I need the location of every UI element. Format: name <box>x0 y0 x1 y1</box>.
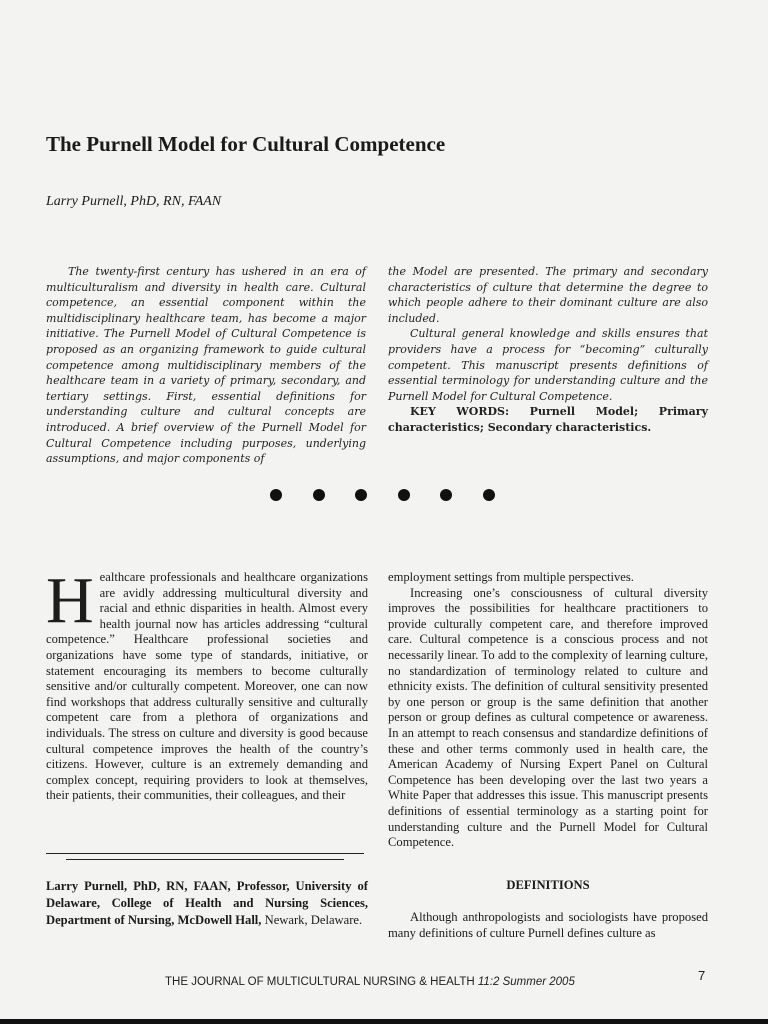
divider-dot <box>270 489 282 501</box>
divider-dot <box>398 489 410 501</box>
scan-bottom-edge <box>0 1019 768 1024</box>
keywords: KEY WORDS: Purnell Model; Primary characteristics; Secondary characteristics. <box>388 405 708 434</box>
footnote-rule-top <box>46 853 364 854</box>
intro-paragraph <box>46 564 368 804</box>
affiliation-location: Newark, Delaware. <box>261 913 363 927</box>
abstract-paragraph: Cultural general knowledge and skills ensures that providers have a process for “becoming” culturally competent. This manuscript presents definitions of essential terminology for understanding culture and the Purnell Model for Cultural Competence. <box>388 327 708 403</box>
footnote-rule-bottom <box>66 859 344 860</box>
journal-footer <box>165 976 575 988</box>
section-divider-dots <box>270 489 495 501</box>
body-left-column <box>46 564 368 804</box>
body-right-column <box>388 570 708 851</box>
author-byline: Larry Purnell, PhD, RN, FAAN <box>46 194 222 209</box>
definitions-paragraph: Although anthropologists and sociologists have proposed many definitions of culture Purnell defines culture as <box>388 910 708 940</box>
definitions-heading: DEFINITIONS <box>506 878 590 892</box>
author-affiliation <box>46 878 368 929</box>
abstract-paragraph: the Model are presented. The primary and secondary characteristics of culture that determine the degree to which people adhere to their dominant culture are also included. <box>388 265 708 325</box>
divider-dot <box>313 489 325 501</box>
abstract-right-column <box>388 264 708 435</box>
body-paragraph: Increasing one’s consciousness of cultural diversity improves the possibilities for healthcare practitioners to provide culturally competent care, and therefore improved care. Cultural competence is a conscious process and not necessarily linear. To add to the complexity of learning culture, no standardization of terminology related to culture and ethnicity exists. The definition of cultural sensitivity presented by one person or group is the same definition that another person or group defines as cultural competence or awareness. In an attempt to reach consensus and standardize definitions of these and other terms commonly used in health care, the American Academy of Nursing Expert Panel on Cultural Competence has been developing over the last two years a White Paper that addresses this issue. This manuscript presents definitions of essential terminology as a starting point for understanding culture and the Purnell Model for Cultural Competence. <box>388 585 708 850</box>
page-number: 7 <box>698 968 706 983</box>
intro-text: ealthcare professionals and healthcare organizations are avidly addressing multicultural diversity and racial and ethnic disparities in health. Almost every health journal now has articles addressing “cultural competence.” Healthcare professional societies and organizations have some type of standards, initiative, or statement encouraging its members to become culturally sensitive and/or culturally competent. Moreover, one can now find workshops that address culturally sensitive and culturally competent care from a plethora of organizations and individuals. The stress on culture and diversity is good because cultural competence improves the health of the country’s citizens. However, culture is an extremely demanding and complex concept, requiring providers to look at themselves, their patients, their communities, their colleagues, and their <box>46 570 368 803</box>
abstract-left-column <box>46 264 366 467</box>
divider-dot <box>440 489 452 501</box>
body-paragraph: employment settings from multiple perspectives. <box>388 570 634 584</box>
divider-dot <box>483 489 495 501</box>
drop-cap: H <box>46 564 94 637</box>
affiliation-bold: Larry Purnell, PhD, RN, FAAN, Professor, University of Delaware, College of Health and Nursing Sciences, Department of Nursing, McDowell Hall, <box>46 879 368 927</box>
journal-issue: 11:2 Summer 2005 <box>477 976 575 988</box>
journal-name: THE JOURNAL OF MULTICULTURAL NURSING & HEALTH <box>165 976 478 988</box>
abstract-paragraph: The twenty-first century has ushered in an era of multiculturalism and diversity in health care. Cultural competence, an essential component within the multidisciplinary healthcare team, has become a major initiative. The Purnell Model of Cultural Competence is proposed as an organizing framework to guide cultural competence among multidisciplinary members of the healthcare team in a variety of primary, secondary, and tertiary settings. First, essential definitions for understanding culture and cultural concepts are introduced. A brief overview of the Purnell Model for Cultural Competence including purposes, underlying assumptions, and major components of <box>46 265 366 466</box>
article-title: The Purnell Model for Cultural Competence <box>46 132 446 156</box>
divider-dot <box>355 489 367 501</box>
